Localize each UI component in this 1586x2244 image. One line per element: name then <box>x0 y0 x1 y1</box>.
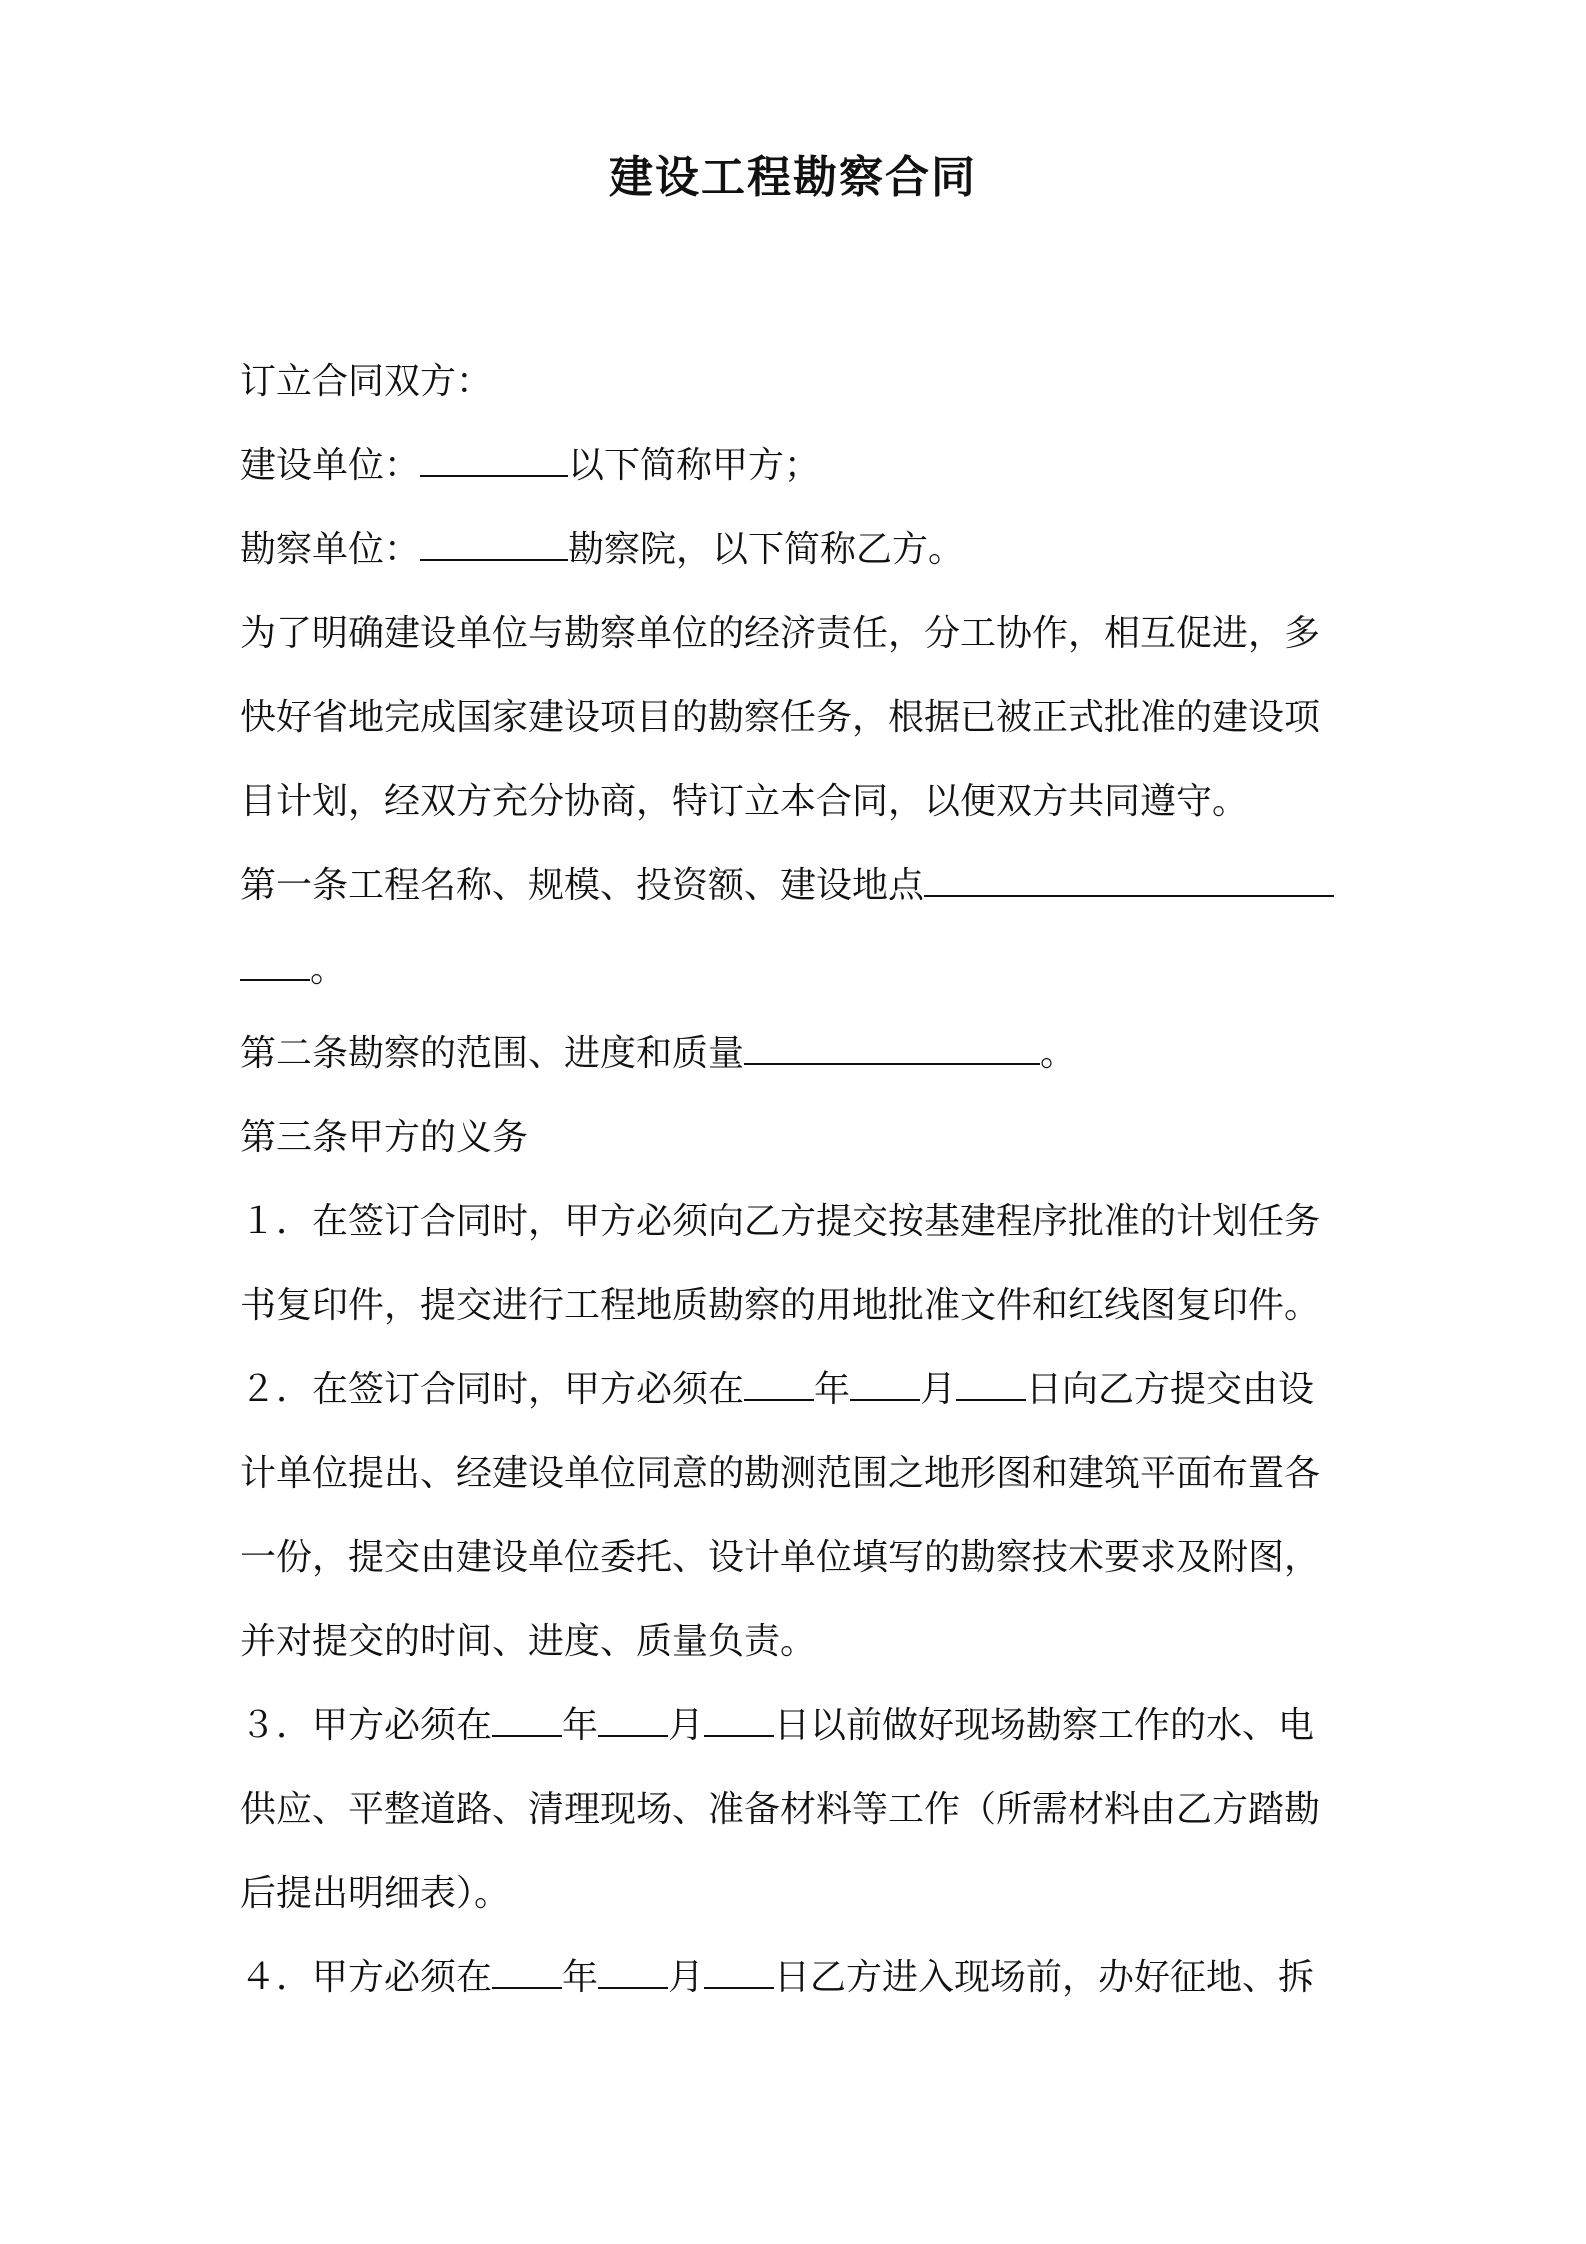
day-blank <box>956 1369 1026 1401</box>
party-a-blank <box>420 445 568 477</box>
party-b-line: 勘察单位： 勘察院，以下简称乙方。 <box>240 529 965 570</box>
item-4-line-1: ４．甲方必须在 年 月 日乙方进入现场前，办好征地、拆 <box>240 1957 1315 1998</box>
item-2-line-1: ２．在签订合同时，甲方必须在 年 月 日向乙方提交由设 <box>240 1369 1315 1410</box>
article-3-heading: 第三条甲方的义务 <box>240 1117 529 1158</box>
item-3-line-3: 后提出明细表）。 <box>240 1873 511 1914</box>
year-blank <box>492 1957 562 1989</box>
item-3-line-1: ３．甲方必须在 年 月 日以前做好现场勘察工作的水、电 <box>240 1705 1315 1746</box>
document-title: 建设工程勘察合同 <box>609 152 977 203</box>
month-blank <box>598 1957 668 1989</box>
day-blank <box>704 1705 774 1737</box>
year-blank <box>492 1705 562 1737</box>
item-2-line-4: 并对提交的时间、进度、质量负责。 <box>240 1621 817 1662</box>
article-1-continuation: 。 <box>240 928 1360 1012</box>
month-blank <box>598 1705 668 1737</box>
article-2-line: 第二条勘察的范围、进度和质量 。 <box>240 1033 1077 1074</box>
intro-line: 订立合同双方： <box>240 361 493 402</box>
purpose-line-1: 为了明确建设单位与勘察单位的经济责任，分工协作，相互促进，多 <box>240 613 1321 654</box>
item-2-line-3: 一份，提交由建设单位委托、设计单位填写的勘察技术要求及附图， <box>240 1537 1321 1578</box>
article-1-blank <box>924 865 1334 897</box>
article-1-blank-continued <box>240 949 310 981</box>
item-2-line-2: 计单位提出、经建设单位同意的勘测范围之地形图和建筑平面布置各 <box>240 1453 1321 1494</box>
article-1-line: 第一条工程名称、规模、投资额、建设地点 <box>240 844 1360 928</box>
item-1-line-1: １．在签订合同时，甲方必须向乙方提交按基建程序批准的计划任务 <box>240 1201 1321 1242</box>
document-body <box>240 340 1360 2020</box>
article-2-blank <box>744 1033 1040 1065</box>
purpose-line-2: 快好省地完成国家建设项目的勘察任务，根据已被正式批准的建设项 <box>240 697 1321 738</box>
year-blank <box>744 1369 814 1401</box>
party-b-blank <box>420 529 568 561</box>
item-1-line-2: 书复印件，提交进行工程地质勘察的用地批准文件和红线图复印件。 <box>240 1285 1321 1326</box>
party-a-line: 建设单位： 以下简称甲方； <box>240 445 821 486</box>
day-blank <box>704 1957 774 1989</box>
month-blank <box>850 1369 920 1401</box>
purpose-line-3: 目计划，经双方充分协商，特订立本合同，以便双方共同遵守。 <box>240 781 1249 822</box>
item-3-line-2: 供应、平整道路、清理现场、准备材料等工作（所需材料由乙方踏勘 <box>240 1789 1321 1830</box>
